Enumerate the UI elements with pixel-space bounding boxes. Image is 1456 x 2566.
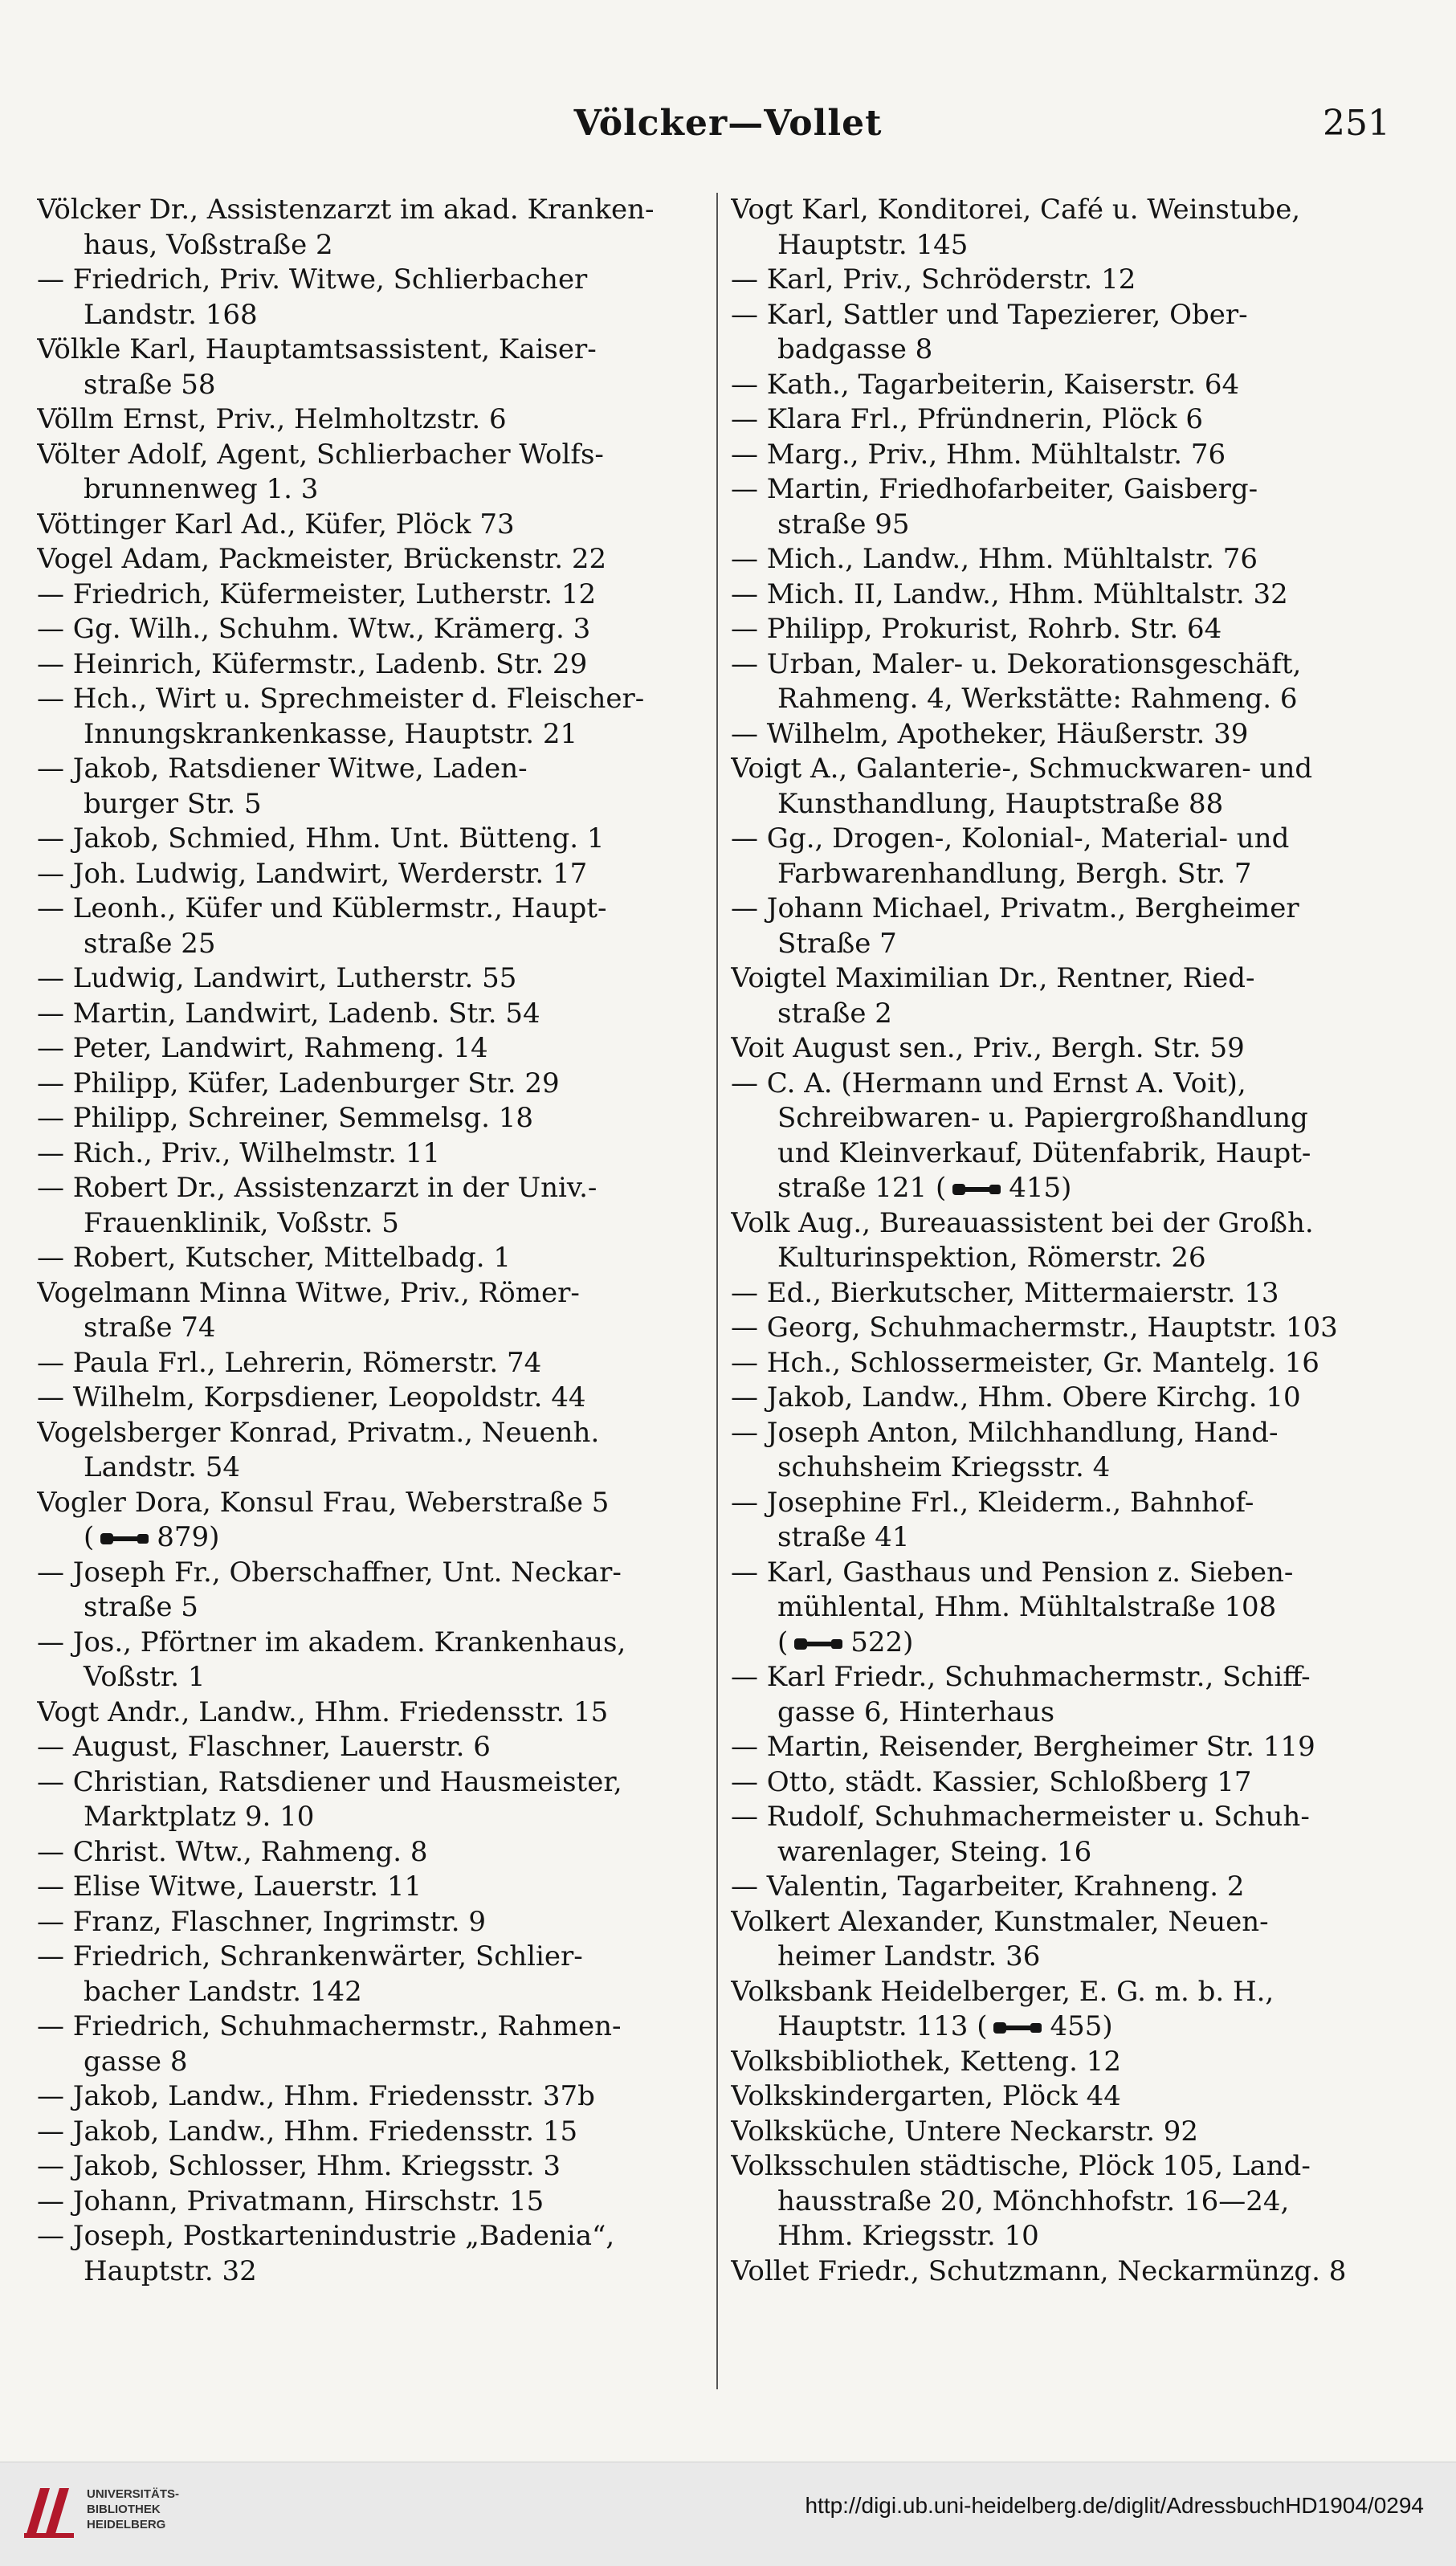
entry-line: — Heinrich, Küfermstr., Ladenb. Str. 29 [37, 647, 588, 680]
directory-entry [37, 1870, 700, 1905]
entry-line: — Joseph, Postkartenindustrie „Badenia“, [37, 2220, 615, 2252]
entry-continuation-line: Hauptstr. 113 ( 455) [777, 2010, 1113, 2042]
directory-entry [731, 612, 1394, 647]
entry-line: Völcker Dr., Assistenzarzt im akad. Kranken- [37, 194, 655, 226]
entry-line: — Philipp, Schreiner, Semmelsg. 18 [37, 1102, 533, 1134]
entry-continuation-line: Straße 7 [777, 927, 897, 960]
entry-line: — Jakob, Ratsdiener Witwe, Laden- [37, 753, 528, 785]
directory-entry [731, 1031, 1394, 1067]
entry-continuation-line: Landstr. 54 [84, 1451, 241, 1483]
entry-line: Voigtel Maximilian Dr., Rentner, Ried- [731, 962, 1255, 994]
directory-entry [731, 577, 1394, 613]
left-column [37, 193, 700, 2289]
entry-line: — Valentin, Tagarbeiter, Krahneng. 2 [731, 1870, 1245, 1903]
entry-line: — Kath., Tagarbeiterin, Kaiserstr. 64 [731, 368, 1240, 401]
entry-line: — Jakob, Schlosser, Hhm. Kriegsstr. 3 [37, 2150, 561, 2182]
entry-line: Voit August sen., Priv., Bergh. Str. 59 [731, 1032, 1245, 1064]
directory-entry [731, 2149, 1394, 2254]
entry-line: Völkle Karl, Hauptamtsassistent, Kaiser- [37, 333, 597, 365]
entry-line: Volksküche, Untere Neckarstr. 92 [731, 2115, 1199, 2148]
directory-entry [731, 1381, 1394, 1416]
directory-entry [731, 1206, 1394, 1276]
entry-line: — Karl, Sattler und Tapezierer, Ober- [731, 298, 1248, 331]
entry-line: — Paula Frl., Lehrerin, Römerstr. 74 [37, 1346, 542, 1379]
entry-line: — Hch., Schlossermeister, Gr. Mantelg. 16 [731, 1346, 1319, 1379]
entry-line: — Friedrich, Schrankenwärter, Schlier- [37, 1940, 583, 1972]
entry-line: Volksbibliothek, Ketteng. 12 [731, 2045, 1121, 2078]
entry-line: — Gg. Wilh., Schuhm. Wtw., Krämerg. 3 [37, 613, 591, 645]
entry-line: — Karl, Gasthaus und Pension z. Sieben- [731, 1556, 1294, 1589]
directory-entry [37, 508, 700, 543]
entry-continuation-line: Landstr. 168 [84, 298, 258, 331]
entry-line: — Mich., Landw., Hhm. Mühltalstr. 76 [731, 543, 1258, 575]
entry-line: — Robert Dr., Assistenzarzt in der Univ.- [37, 1172, 597, 1204]
entry-line: — Jakob, Landw., Hhm. Friedensstr. 37b [37, 2080, 595, 2112]
directory-entry [37, 1556, 700, 1626]
telephone-icon [951, 1182, 1004, 1197]
entry-line: Volksbank Heidelberger, E. G. m. b. H., [731, 1975, 1275, 2008]
entry-line: — Urban, Maler- u. Dekorationsgeschäft, [731, 647, 1302, 680]
entry-line: — Wilhelm, Korpsdiener, Leopoldstr. 44 [37, 1381, 586, 1414]
directory-entry [37, 1381, 700, 1416]
directory-entry [731, 2254, 1394, 2290]
entry-continuation-line: straße 74 [84, 1312, 216, 1344]
footer-bar [0, 2462, 1456, 2566]
directory-entry [37, 193, 700, 263]
entry-continuation-line: badgasse 8 [777, 333, 933, 365]
entry-line: Vollet Friedr., Schutzmann, Neckarmünzg. 8 [731, 2254, 1347, 2287]
entry-line: Vogler Dora, Konsul Frau, Weberstraße 5 [37, 1486, 610, 1519]
directory-entry [37, 1765, 700, 1835]
entry-line: — Jakob, Landw., Hhm. Friedensstr. 15 [37, 2115, 578, 2148]
directory-entry [37, 2185, 700, 2220]
directory-entry [731, 1346, 1394, 1381]
directory-entry [731, 1905, 1394, 1975]
entry-continuation-line: Hauptstr. 145 [777, 228, 969, 261]
directory-entry [731, 1416, 1394, 1486]
entry-line: — Friedrich, Küfermeister, Lutherstr. 12 [37, 577, 597, 610]
directory-entry [37, 1416, 700, 1486]
entry-line: — Christian, Ratsdiener und Hausmeister, [37, 1765, 622, 1798]
entry-line: — Wilhelm, Apotheker, Häußerstr. 39 [731, 717, 1249, 750]
directory-entry [731, 1556, 1394, 1661]
entry-continuation-line: Voßstr. 1 [84, 1661, 206, 1693]
directory-entry [37, 438, 700, 508]
entry-line: — Joseph Fr., Oberschaffner, Unt. Neckar- [37, 1556, 622, 1589]
entry-continuation-line: straße 25 [84, 927, 216, 960]
page-number: 251 [1323, 103, 1390, 144]
column-divider [716, 193, 718, 2389]
entry-line: — Leonh., Küfer und Küblermstr., Haupt- [37, 892, 607, 924]
directory-entry [731, 298, 1394, 368]
telephone-icon [793, 1637, 846, 1651]
entry-line: — Christ. Wtw., Rahmeng. 8 [37, 1835, 428, 1868]
entry-line: — Joh. Ludwig, Landwirt, Werderstr. 17 [37, 857, 588, 890]
directory-entry [37, 752, 700, 822]
entry-line: — Hch., Wirt u. Sprechmeister d. Fleischer- [37, 683, 645, 715]
right-column [731, 193, 1394, 2289]
directory-entry [37, 1346, 700, 1381]
entry-line: Vogelsberger Konrad, Privatm., Neuenh. [37, 1416, 600, 1449]
directory-entry [731, 1800, 1394, 1870]
entry-line: — Georg, Schuhmachermstr., Hauptstr. 103 [731, 1312, 1338, 1344]
directory-entry [37, 1067, 700, 1102]
entry-line: — Peter, Landwirt, Rahmeng. 14 [37, 1032, 488, 1064]
directory-entry [37, 1486, 700, 1556]
entry-line: — Ed., Bierkutscher, Mittermaierstr. 13 [731, 1276, 1279, 1309]
directory-entry [731, 542, 1394, 577]
directory-entry [731, 717, 1394, 753]
directory-entry [731, 2079, 1394, 2115]
entry-line: — Philipp, Küfer, Ladenburger Str. 29 [37, 1067, 560, 1099]
directory-entry [37, 1626, 700, 1695]
entry-continuation-line: ( 879) [84, 1521, 220, 1553]
directory-entry [731, 2115, 1394, 2150]
entry-line: — Philipp, Prokurist, Rohrb. Str. 64 [731, 613, 1222, 645]
entry-continuation-line: schuhsheim Kriegsstr. 4 [777, 1451, 1111, 1483]
telephone-icon [99, 1532, 152, 1546]
entry-line: Völlm Ernst, Priv., Helmholtzstr. 6 [37, 403, 507, 435]
library-line-1: UNIVERSITÄTS- [87, 2487, 180, 2501]
entry-continuation-line: Innungskrankenkasse, Hauptstr. 21 [84, 717, 578, 750]
entry-line: Vogelmann Minna Witwe, Priv., Römer- [37, 1276, 580, 1309]
entry-continuation-line: ( 522) [777, 1626, 914, 1658]
entry-continuation-line: Frauenklinik, Voßstr. 5 [84, 1206, 399, 1239]
entry-line: — Franz, Flaschner, Ingrimstr. 9 [37, 1905, 486, 1938]
entry-continuation-line: Hauptstr. 32 [84, 2254, 257, 2287]
directory-entry [731, 752, 1394, 822]
entry-continuation-line: Hhm. Kriegsstr. 10 [777, 2220, 1039, 2252]
entry-continuation-line: mühlental, Hhm. Mühltalstraße 108 [777, 1591, 1277, 1623]
directory-entry [731, 1765, 1394, 1801]
directory-entry [731, 2045, 1394, 2080]
directory-entry [731, 647, 1394, 717]
directory-entry [731, 1067, 1394, 1206]
directory-entry [37, 263, 700, 332]
library-line-3: HEIDELBERG [87, 2518, 166, 2531]
entry-continuation-line: straße 41 [777, 1521, 910, 1553]
entry-continuation-line: brunnenweg 1. 3 [84, 473, 319, 505]
directory-entry [731, 368, 1394, 403]
entry-continuation-line: warenlager, Steing. 16 [777, 1835, 1092, 1868]
entry-continuation-line: Schreibwaren- u. Papiergroßhandlung [777, 1102, 1308, 1134]
library-logo-icon [18, 2480, 82, 2544]
directory-entry [37, 1695, 700, 1731]
directory-entry [37, 961, 700, 997]
directory-entry [37, 1730, 700, 1765]
directory-entry [731, 822, 1394, 891]
entry-continuation-line: straße 121 ( 415) [777, 1172, 1072, 1204]
telephone-icon [992, 2021, 1045, 2035]
entry-line: — Robert, Kutscher, Mittelbadg. 1 [37, 1242, 511, 1274]
entry-continuation-line: bacher Landstr. 142 [84, 1975, 362, 2008]
directory-entry [37, 2079, 700, 2115]
directory-entry [37, 997, 700, 1032]
entry-line: — Josephine Frl., Kleiderm., Bahnhof- [731, 1486, 1254, 1519]
directory-entry [731, 891, 1394, 961]
entry-continuation-line: gasse 6, Hinterhaus [777, 1695, 1055, 1728]
directory-entry [37, 2219, 700, 2289]
entry-continuation-line: Rahmeng. 4, Werkstätte: Rahmeng. 6 [777, 683, 1298, 715]
entry-line: — Karl, Priv., Schröderstr. 12 [731, 263, 1136, 296]
library-name [87, 2486, 179, 2532]
directory-entry [37, 891, 700, 961]
entry-line: — Ludwig, Landwirt, Lutherstr. 55 [37, 962, 517, 994]
entry-line: — C. A. (Hermann und Ernst A. Voit), [731, 1067, 1246, 1099]
entry-continuation-line: straße 58 [84, 368, 216, 401]
directory-entry [731, 402, 1394, 438]
library-line-2: BIBLIOTHEK [87, 2503, 161, 2516]
directory-entry [731, 193, 1394, 263]
directory-entry [37, 2115, 700, 2150]
entry-line: — Martin, Friedhofarbeiter, Gaisberg- [731, 473, 1258, 505]
entry-line: — August, Flaschner, Lauerstr. 6 [37, 1731, 491, 1763]
entry-continuation-line: und Kleinverkauf, Dütenfabrik, Haupt- [777, 1136, 1311, 1169]
directory-entry [37, 332, 700, 402]
entry-line: Völter Adolf, Agent, Schlierbacher Wolfs- [37, 438, 604, 471]
entry-continuation-line: straße 2 [777, 997, 892, 1030]
entry-line: — Martin, Landwirt, Ladenb. Str. 54 [37, 997, 540, 1030]
entry-line: — Elise Witwe, Lauerstr. 11 [37, 1870, 422, 1903]
entry-continuation-line: heimer Landstr. 36 [777, 1940, 1041, 1972]
entry-line: — Jakob, Landw., Hhm. Obere Kirchg. 10 [731, 1381, 1301, 1414]
directory-entry [37, 1276, 700, 1346]
directory-entry [731, 263, 1394, 298]
entry-line: — Jakob, Schmied, Hhm. Unt. Bütteng. 1 [37, 822, 605, 855]
entry-continuation-line: straße 5 [84, 1591, 198, 1623]
entry-line: Voigt A., Galanterie-, Schmuckwaren- und [731, 753, 1313, 785]
directory-entry [731, 1870, 1394, 1905]
entry-line: Vogel Adam, Packmeister, Brückenstr. 22 [37, 543, 607, 575]
entry-line: — Mich. II, Landw., Hhm. Mühltalstr. 32 [731, 577, 1288, 610]
entry-line: — Johann, Privatmann, Hirschstr. 15 [37, 2185, 544, 2217]
entry-continuation-line: burger Str. 5 [84, 787, 262, 820]
entry-continuation-line: Kulturinspektion, Römerstr. 26 [777, 1242, 1206, 1274]
directory-entry [37, 577, 700, 613]
entry-continuation-line: gasse 8 [84, 2045, 188, 2078]
directory-entry [731, 961, 1394, 1031]
entry-line: Volk Aug., Bureauassistent bei der Großh. [731, 1206, 1314, 1239]
entry-line: Vöttinger Karl Ad., Küfer, Plöck 73 [37, 508, 515, 541]
directory-entry [37, 2009, 700, 2079]
entry-line: Volksschulen städtische, Plöck 105, Land- [731, 2150, 1311, 2182]
directory-entry [731, 1730, 1394, 1765]
directory-entry [731, 438, 1394, 473]
directory-entry [37, 1241, 700, 1276]
entry-line: — Martin, Reisender, Bergheimer Str. 119 [731, 1731, 1315, 1763]
directory-entry [37, 1171, 700, 1241]
page-header [0, 103, 1456, 151]
entry-continuation-line: straße 95 [777, 508, 910, 541]
directory-entry [731, 1660, 1394, 1730]
entry-continuation-line: Kunsthandlung, Hauptstraße 88 [777, 787, 1224, 820]
entry-line: — Klara Frl., Pfründnerin, Plöck 6 [731, 403, 1204, 435]
entry-line: — Karl Friedr., Schuhmachermstr., Schiff- [731, 1661, 1311, 1693]
directory-entry [731, 472, 1394, 542]
entry-continuation-line: hausstraße 20, Mönchhofstr. 16—24, [777, 2185, 1290, 2217]
directory-entry [37, 1031, 700, 1067]
entry-line: — Friedrich, Priv. Witwe, Schlierbacher [37, 263, 588, 296]
directory-entry [731, 1276, 1394, 1312]
entry-line: — Rich., Priv., Wilhelmstr. 11 [37, 1136, 440, 1169]
entry-line: — Joseph Anton, Milchhandlung, Hand- [731, 1416, 1279, 1449]
entry-line: Vogt Andr., Landw., Hhm. Friedensstr. 15 [37, 1695, 609, 1728]
entry-continuation-line: haus, Voßstraße 2 [84, 228, 333, 261]
directory-entry [37, 822, 700, 857]
entry-continuation-line: Farbwarenhandlung, Bergh. Str. 7 [777, 857, 1252, 890]
directory-entry [37, 542, 700, 577]
source-url-link[interactable]: http://digi.ub.uni-heidelberg.de/diglit/AdressbuchHD1904/0294 [805, 2493, 1424, 2518]
directory-entry [37, 1101, 700, 1136]
entry-line: — Gg., Drogen-, Kolonial-, Material- und [731, 822, 1290, 855]
entry-line: — Marg., Priv., Hhm. Mühltalstr. 76 [731, 438, 1226, 471]
entry-line: Volkskindergarten, Plöck 44 [731, 2080, 1121, 2112]
entry-line: — Rudolf, Schuhmachermeister u. Schuh- [731, 1801, 1310, 1833]
directory-entry [37, 1136, 700, 1172]
directory-entry [731, 1486, 1394, 1556]
entry-line: Volkert Alexander, Kunstmaler, Neuen- [731, 1905, 1269, 1938]
directory-entry [37, 1905, 700, 1940]
directory-entry [37, 402, 700, 438]
entry-line: — Johann Michael, Privatm., Bergheimer [731, 892, 1299, 924]
entry-line: Vogt Karl, Konditorei, Café u. Weinstube, [731, 194, 1301, 226]
running-title: Völcker—Vollet [573, 103, 883, 144]
entry-line: — Otto, städt. Kassier, Schloßberg 17 [731, 1765, 1252, 1798]
directory-entry [37, 857, 700, 892]
directory-entry [37, 682, 700, 752]
directory-entry [731, 1311, 1394, 1346]
directory-entry [37, 612, 700, 647]
directory-entry [37, 1940, 700, 2009]
entry-line: — Friedrich, Schuhmachermstr., Rahmen- [37, 2010, 622, 2042]
directory-entry [37, 647, 700, 683]
entry-line: — Jos., Pförtner im akadem. Krankenhaus, [37, 1626, 626, 1658]
directory-entry [731, 1975, 1394, 2045]
directory-entry [37, 2149, 700, 2185]
directory-entry [37, 1835, 700, 1870]
entry-continuation-line: Marktplatz 9. 10 [84, 1801, 315, 1833]
